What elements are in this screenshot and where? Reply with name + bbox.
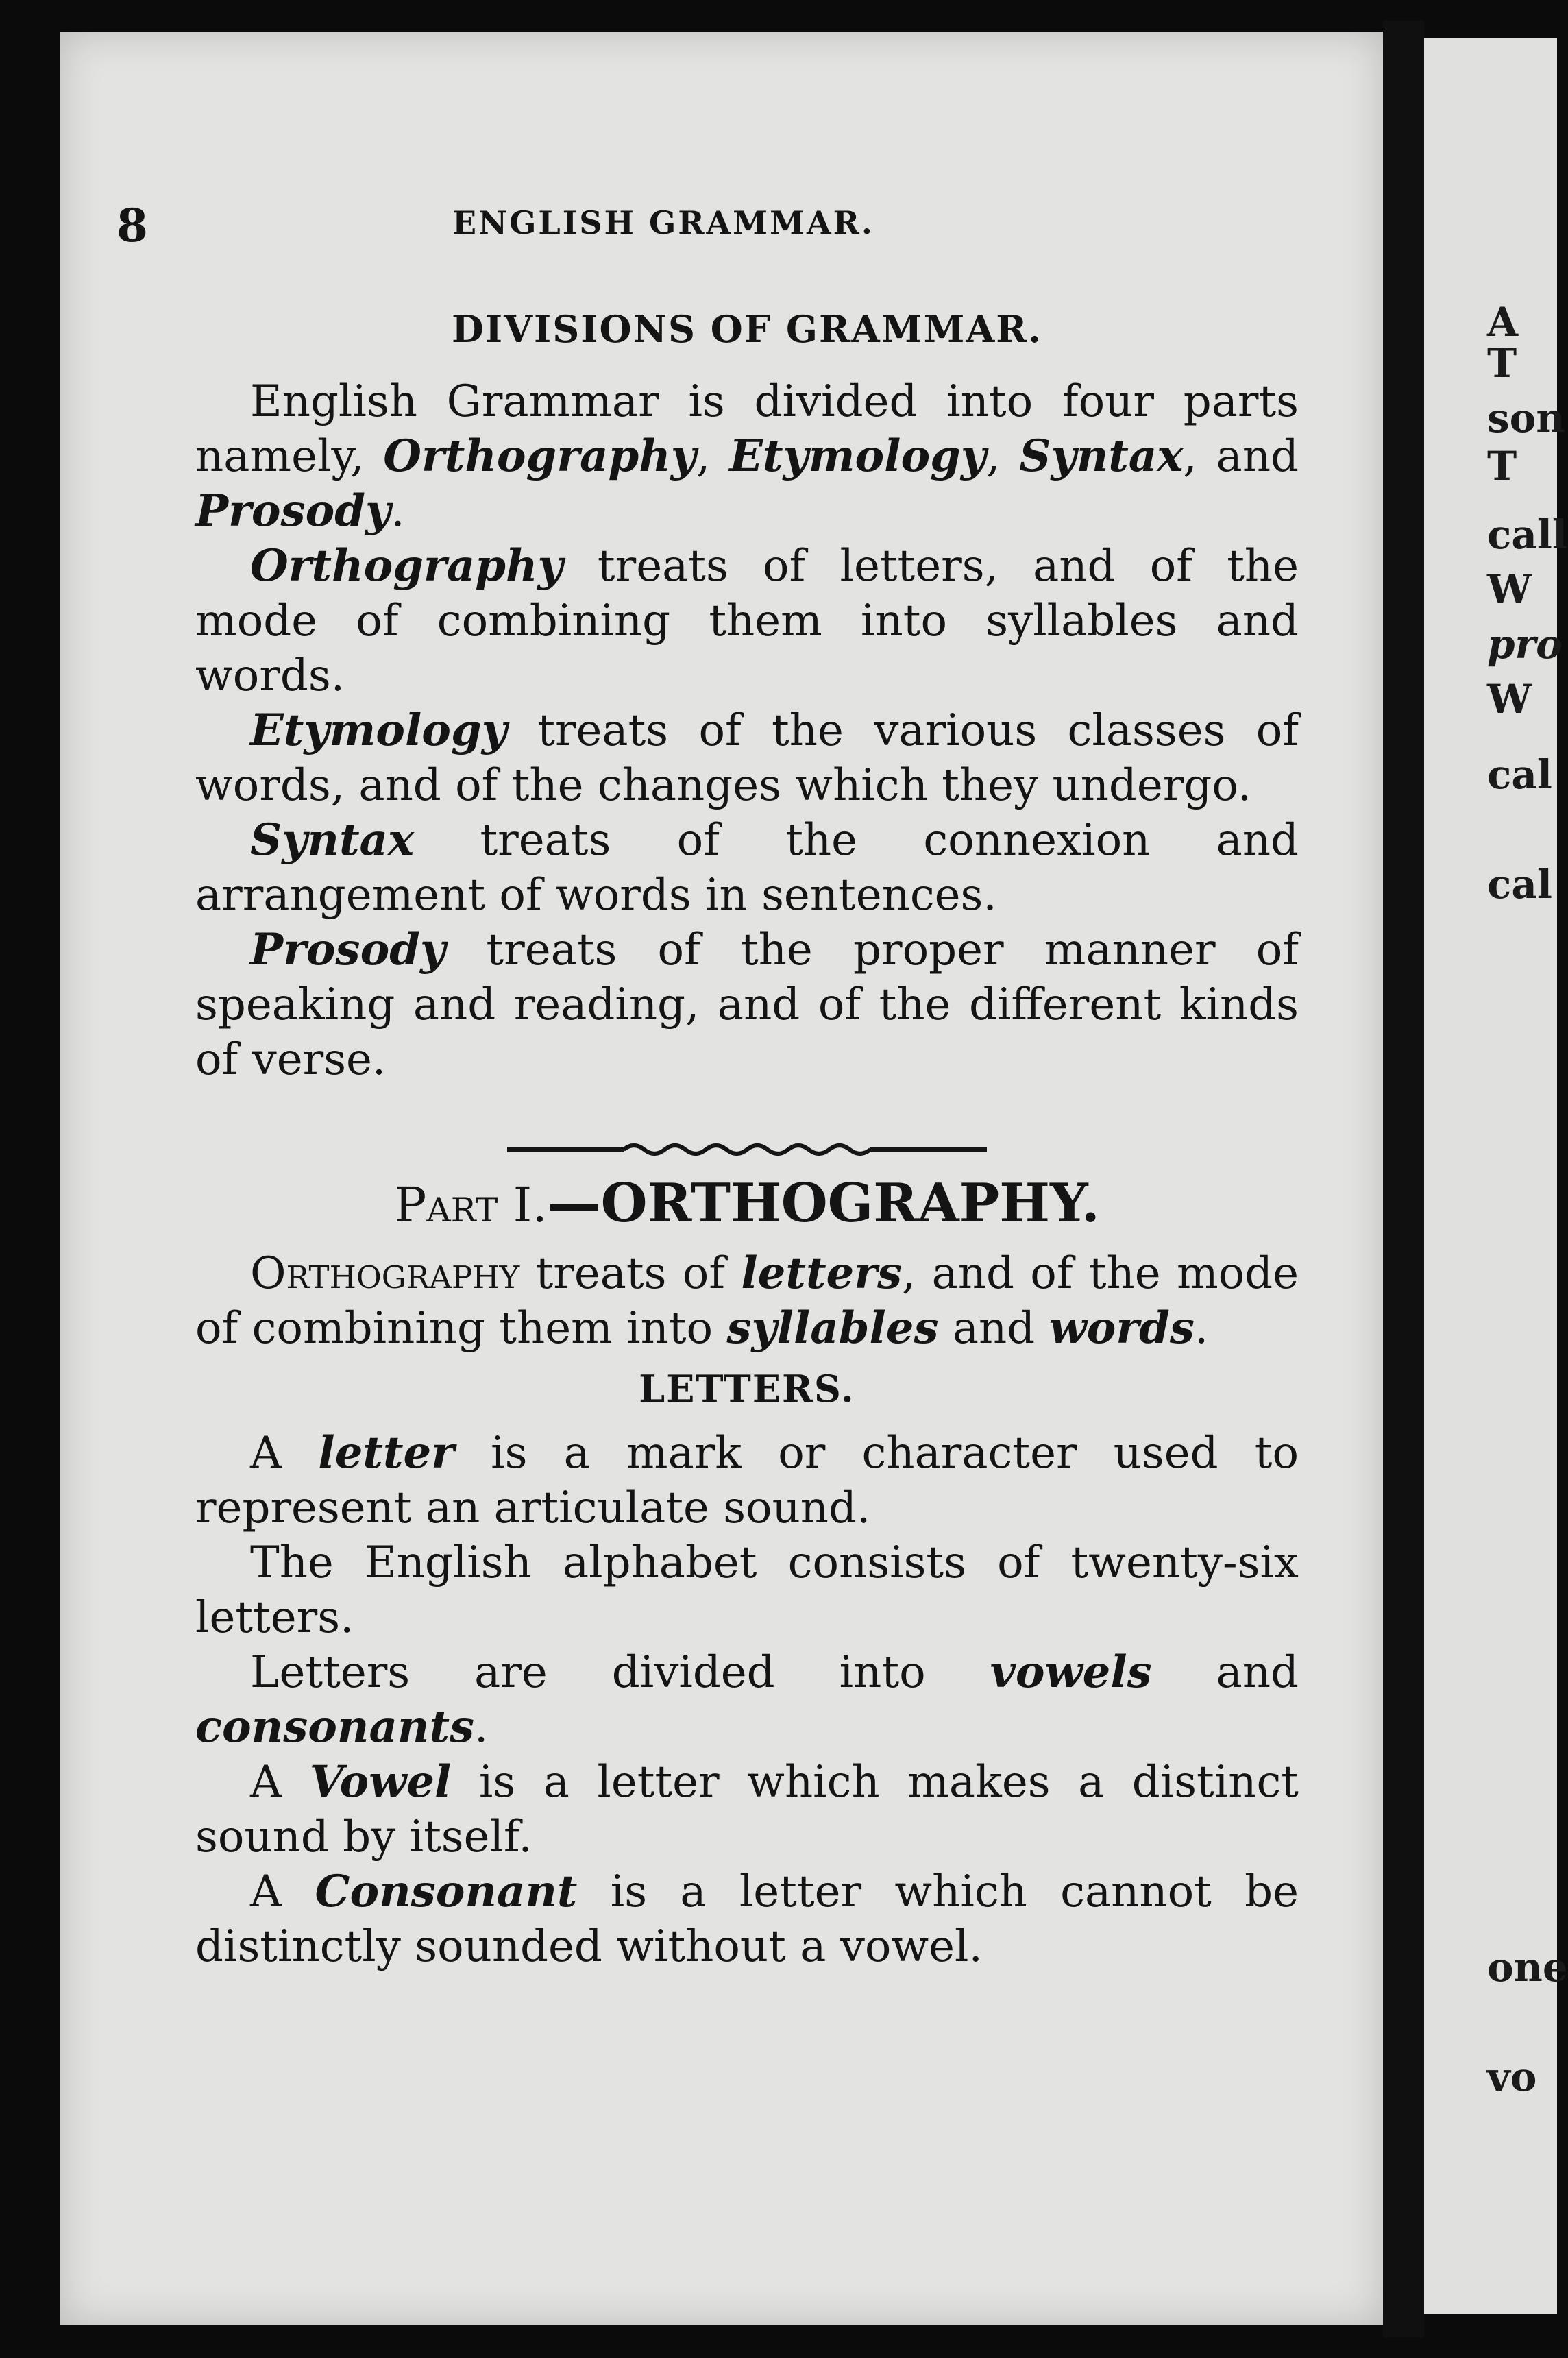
facing-page bbox=[1424, 38, 1568, 2314]
text-run: English Grammar is divided into four parts namely, bbox=[195, 376, 1299, 482]
facing-fragment: W bbox=[1487, 676, 1532, 722]
text-run: is a mark or character used to represent an articulate sound. bbox=[195, 1428, 1299, 1533]
term-etymology: Etymology bbox=[729, 430, 987, 482]
term-prosody: Prosody bbox=[250, 924, 446, 975]
term-vowel: Vowel bbox=[309, 1756, 452, 1808]
text-run: , and of the mode of combining them into bbox=[195, 1248, 1299, 1354]
facing-fragment: vo bbox=[1487, 2054, 1537, 2100]
ornamental-divider bbox=[507, 1121, 987, 1149]
facing-fragment: W bbox=[1487, 566, 1532, 613]
text-run: , bbox=[696, 431, 730, 482]
paragraph-etymology-def bbox=[195, 703, 1299, 813]
facing-fragment: one bbox=[1487, 1944, 1568, 1991]
text-run: and bbox=[1151, 1647, 1299, 1698]
term-syntax: Syntax bbox=[1019, 430, 1184, 482]
part-label: Part I. bbox=[394, 1177, 548, 1233]
text-run: . bbox=[1194, 1303, 1209, 1354]
text-run: A bbox=[250, 1867, 315, 1917]
text-run: A bbox=[250, 1757, 310, 1808]
paragraph-divisions bbox=[195, 374, 1299, 539]
term-vowels: vowels bbox=[990, 1646, 1152, 1698]
facing-fragment: cal bbox=[1487, 861, 1552, 908]
part-name: —ORTHOGRAPHY. bbox=[547, 1172, 1100, 1235]
term-consonants: consonants bbox=[195, 1701, 475, 1753]
term-orthography: Orthography bbox=[383, 430, 696, 482]
text-run: . bbox=[474, 1702, 489, 1753]
wavy-rule-icon bbox=[507, 1136, 987, 1163]
text-run: and bbox=[938, 1303, 1049, 1354]
text-run: Letters are divided into bbox=[250, 1647, 990, 1698]
term-orthography: Orthography bbox=[250, 1248, 520, 1299]
term-etymology: Etymology bbox=[250, 705, 507, 756]
part-title bbox=[195, 1172, 1299, 1235]
running-head: ENGLISH GRAMMAR. bbox=[452, 204, 874, 241]
text-run: A bbox=[250, 1428, 319, 1479]
term-syntax: Syntax bbox=[250, 814, 415, 866]
paragraph-letter-def bbox=[195, 1426, 1299, 1535]
facing-fragment: cal bbox=[1487, 751, 1552, 798]
text-run: treats of the proper manner of speaking and reading, and of the different kinds of verse. bbox=[195, 925, 1299, 1085]
term-prosody: Prosody bbox=[195, 485, 391, 537]
section-heading-divisions: DIVISIONS OF GRAMMAR. bbox=[452, 307, 1042, 351]
paragraph-orthography-def bbox=[195, 539, 1299, 703]
facing-fragment: son bbox=[1487, 395, 1565, 441]
text-run: treats of bbox=[519, 1248, 742, 1299]
term-words: words bbox=[1049, 1302, 1195, 1354]
term-letter: letter bbox=[318, 1427, 454, 1479]
text-run: treats of the connexion and arrangement of words in sentences. bbox=[195, 815, 1299, 921]
term-consonant: Consonant bbox=[315, 1866, 578, 1917]
text-run: , and bbox=[1183, 431, 1299, 482]
text-run: treats of letters, and of the mode of combining them into syllables and words. bbox=[195, 541, 1299, 701]
paragraph-orthography-intro bbox=[195, 1246, 1299, 1356]
term-orthography: Orthography bbox=[250, 540, 563, 592]
facing-fragment: pro bbox=[1487, 621, 1563, 668]
paragraph-alphabet: The English alphabet consists of twenty-six letters. bbox=[195, 1537, 1299, 1643]
facing-fragment: T bbox=[1487, 443, 1517, 489]
text-run: is a letter which cannot be distinctly sounded without a vowel. bbox=[195, 1867, 1299, 1972]
text-run: . bbox=[391, 486, 405, 537]
facing-fragment: T bbox=[1487, 340, 1517, 387]
page-number: 8 bbox=[117, 199, 148, 252]
term-syllables: syllables bbox=[726, 1302, 939, 1354]
paragraph-letter-division bbox=[195, 1645, 1299, 1755]
paragraph-prosody-def bbox=[195, 923, 1299, 1087]
text-run: , bbox=[986, 431, 1020, 482]
paragraph-consonant-def bbox=[195, 1864, 1299, 1974]
paragraph-vowel-def bbox=[195, 1755, 1299, 1864]
text-run: treats of the various classes of words, and of the changes which they undergo. bbox=[195, 705, 1299, 811]
text-run: is a letter which makes a distinct sound by itself. bbox=[195, 1757, 1299, 1862]
page-body bbox=[195, 302, 1299, 1974]
page-header bbox=[117, 199, 1254, 252]
term-letters: letters bbox=[741, 1248, 902, 1299]
section-heading-letters: LETTERS. bbox=[639, 1367, 855, 1411]
paragraph-syntax-def bbox=[195, 813, 1299, 923]
facing-fragment: A bbox=[1487, 299, 1519, 345]
book-gutter bbox=[1383, 21, 1424, 2337]
facing-fragment: call bbox=[1487, 511, 1567, 558]
